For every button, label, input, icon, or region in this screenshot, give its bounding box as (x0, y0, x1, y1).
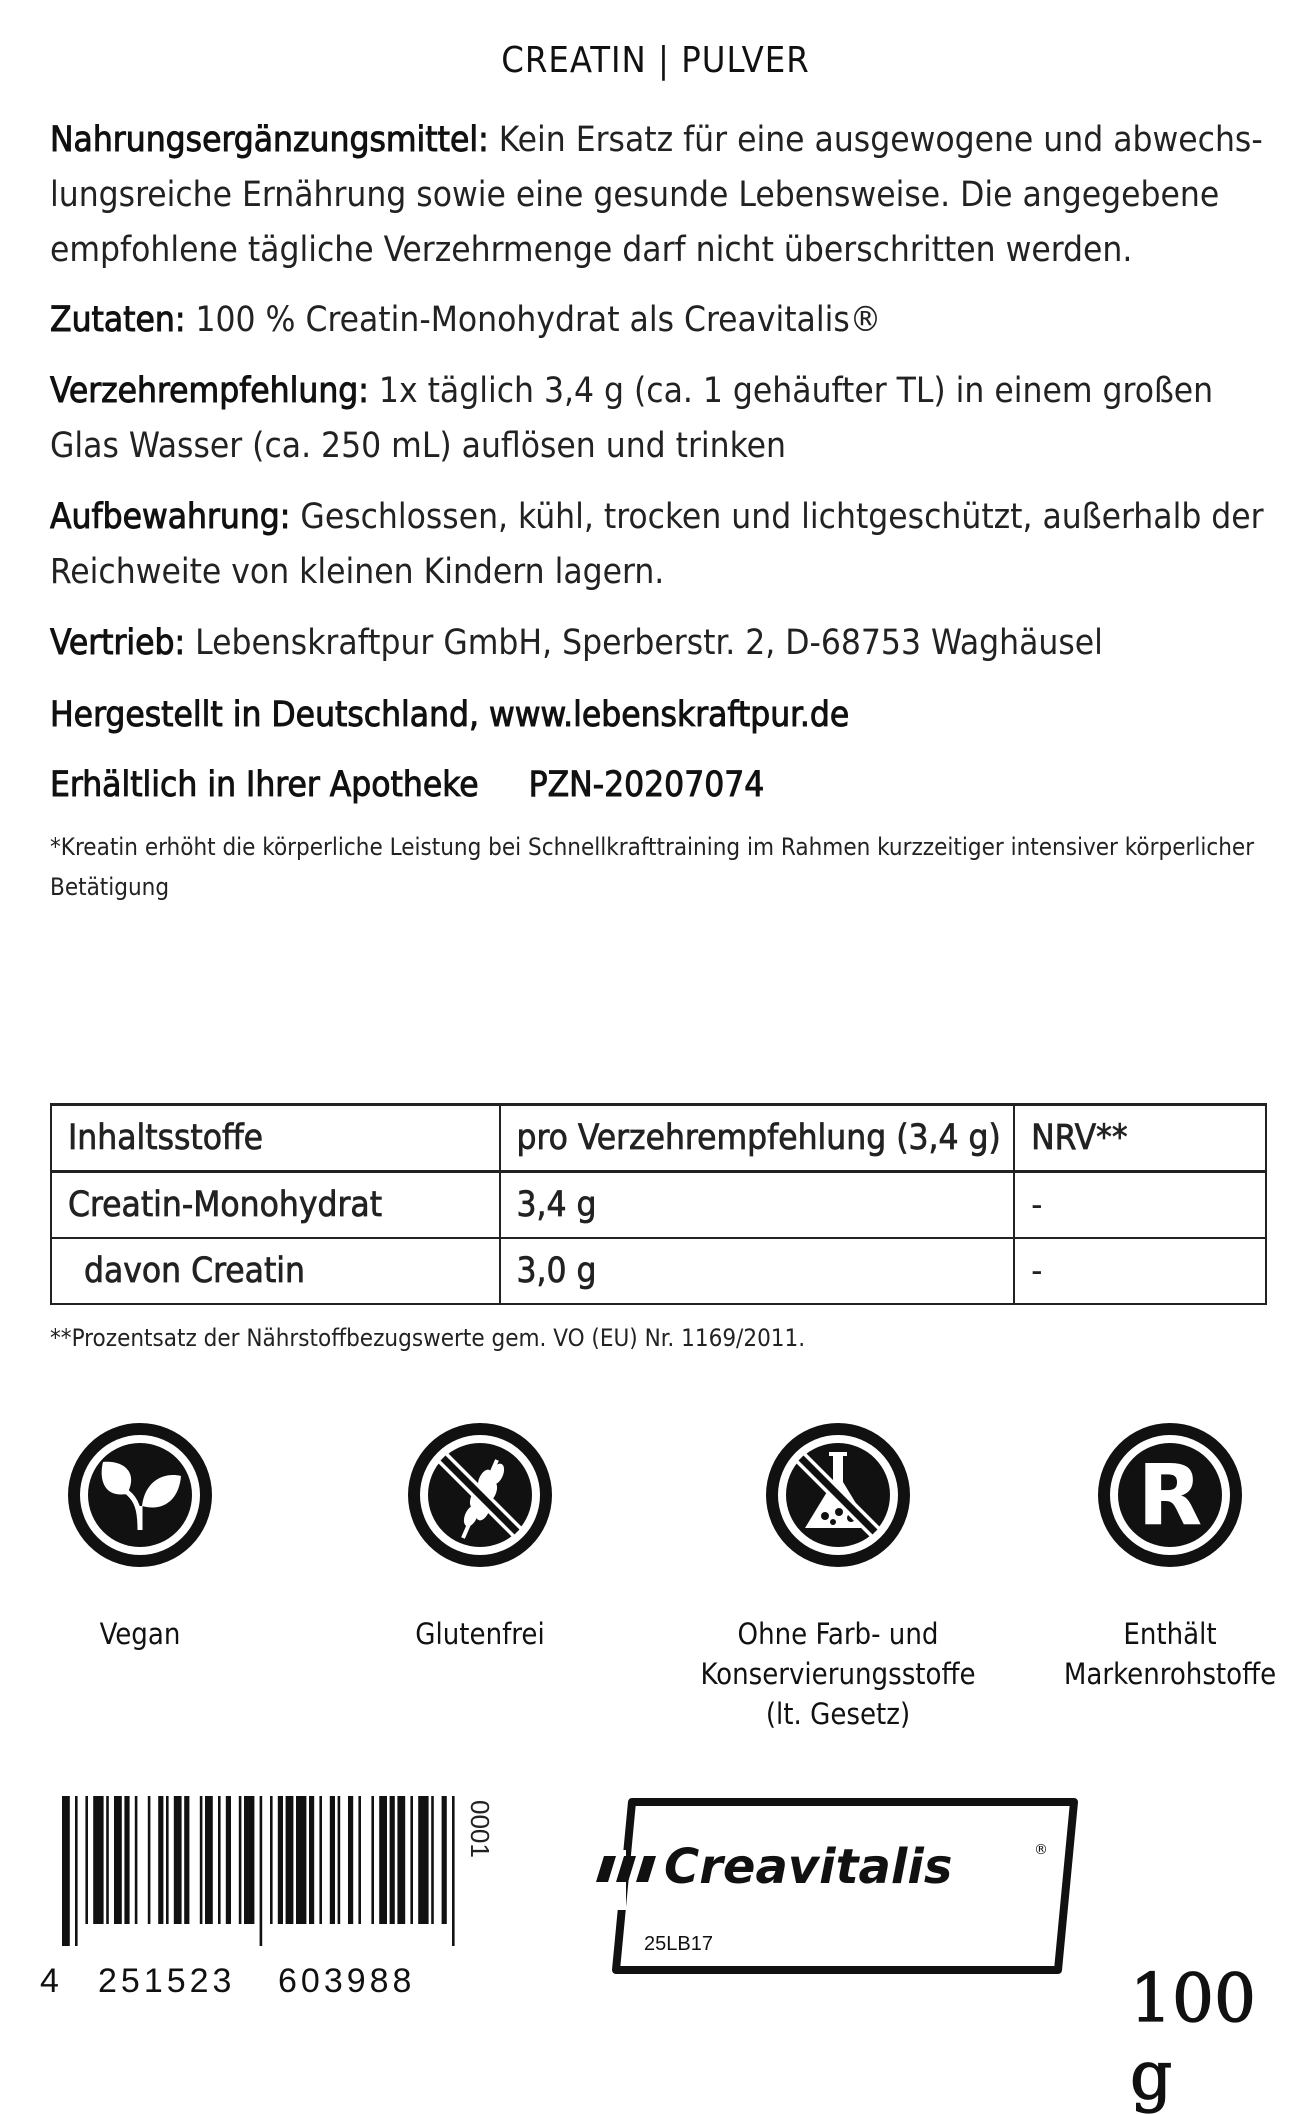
barcode-bar (205, 1796, 213, 1924)
zutaten-text: 100 % Creatin-Monohydrat als Creavitalis® (185, 300, 882, 340)
barcode-bar (338, 1796, 341, 1924)
barcode-bar (379, 1796, 387, 1924)
barcode-bar (358, 1796, 361, 1924)
barcode-bar (135, 1796, 138, 1924)
gluten-free-icon (405, 1420, 555, 1570)
vertrieb-label: Vertrieb: (50, 623, 186, 663)
erhaeltlich-line (50, 758, 1270, 813)
badge-label: Ohne Farb- und Konservierungsstoffe (lt. Gesetz) (700, 1617, 976, 1731)
barcode-bar (278, 1796, 283, 1924)
header-inhaltsstoffe: Inhaltsstoffe (51, 1105, 500, 1172)
table-row (51, 1172, 1266, 1239)
erhaeltlich-text: Erhältlich in Ihrer Apotheke (50, 765, 479, 805)
barcode-bar (239, 1796, 242, 1924)
badge-label: Enthält Markenrohstoffe (1063, 1617, 1277, 1691)
row-amount: 3,0 g (500, 1238, 1015, 1304)
barcode-side-number: 0001 (465, 1800, 495, 1858)
table-header-row (51, 1105, 1266, 1172)
barcode-bar (397, 1796, 405, 1924)
nahrung-label: Nahrungsergänzungsmittel: (50, 120, 489, 160)
barcode-bar (166, 1796, 169, 1924)
verzehr-label: Verzehrempfehlung: (50, 371, 369, 411)
hergestellt-text: Hergestellt in Deutschland, www.lebenskraftpur.de (50, 695, 850, 735)
badge-markenrohstoffe (1020, 1420, 1311, 1694)
barcode-bar (226, 1796, 231, 1924)
barcode-bar (174, 1796, 182, 1924)
barcode-first-digit: 4 (40, 1962, 59, 2000)
zutaten-section (50, 293, 1270, 348)
aufbewahrung-section (50, 490, 1270, 600)
barcode-bar (371, 1796, 374, 1924)
badge-label: Vegan (99, 1617, 181, 1651)
barcode-bar (218, 1796, 221, 1924)
logo-brand: Creavitalis (664, 1839, 953, 1895)
barcode-bar (309, 1796, 314, 1924)
badge-ohne-farbstoffe (688, 1420, 988, 1734)
net-weight: 100 g (1130, 1960, 1256, 2114)
nahrung-section (50, 113, 1270, 278)
barcode-bar (330, 1796, 335, 1924)
logo-code: 25LB17 (644, 1933, 713, 1955)
logo-registered: ® (1034, 1842, 1048, 1858)
barcode-bar (106, 1796, 109, 1924)
barcode-bar (158, 1796, 163, 1924)
barcode-bar (93, 1796, 103, 1924)
aufbewahrung-text: Geschlossen, kühl, trocken und lichtgeschützt, außerhalb der Reichweite von kleinen Kindern lagern. (50, 497, 1264, 592)
barcode-bar (431, 1796, 434, 1924)
barcode-bar (319, 1796, 322, 1924)
nahrung-text: Kein Ersatz für eine ausgewogene und abwechs-lungsreiche Ernährung sowie eine gesunde Lebensweise. Die angegebene empfohlene tägliche Verzehrmenge darf nicht überschritten werden. (50, 120, 1263, 270)
header-pro-verzehrempfehlung: pro Verzehrempfehlung (3,4 g) (500, 1105, 1015, 1172)
barcode-bar (124, 1796, 129, 1924)
svg-text:R: R (1137, 1446, 1203, 1544)
barcode-bar (184, 1796, 189, 1924)
registered-r-icon (1095, 1420, 1245, 1570)
barcode-bar (200, 1796, 203, 1924)
barcode-left-digits: 251523 (98, 1962, 236, 2000)
barcode-bar (410, 1796, 413, 1924)
barcode-bar (260, 1796, 263, 1946)
verzehr-section (50, 364, 1270, 474)
row-name: davon Creatin (51, 1238, 500, 1304)
aufbewahrung-label: Aufbewahrung: (50, 497, 291, 537)
header-nrv: NRV** (1014, 1105, 1266, 1172)
zutaten-label: Zutaten: (50, 300, 186, 340)
nutrition-table (50, 1103, 1267, 1305)
row-amount: 3,4 g (500, 1172, 1015, 1239)
product-title: CREATIN | PULVER (501, 40, 810, 81)
vertrieb-text: Lebenskraftpur GmbH, Sperberstr. 2, D-68753 Waghäusel (185, 623, 1103, 663)
creavitalis-logo (592, 1790, 1092, 1980)
vertrieb-section (50, 616, 1270, 671)
barcode-bar (85, 1796, 88, 1924)
barcode-bar (244, 1796, 254, 1924)
vegan-leaf-icon (65, 1420, 215, 1570)
barcode-bar (418, 1796, 428, 1924)
creatine-footnote: *Kreatin erhöht die körperliche Leistung bei Schnellkrafttraining im Rahmen kurzzeitiger intensiver körperlicher Betätigung (50, 833, 1255, 901)
row-nrv: - (1014, 1172, 1266, 1239)
barcode-bar (62, 1796, 70, 1946)
ean-barcode (62, 1796, 472, 1946)
barcode-bar (286, 1796, 294, 1924)
barcode-bar (452, 1796, 455, 1946)
barcode-bar (270, 1796, 273, 1924)
no-preservatives-icon (763, 1420, 913, 1570)
barcode-bar (390, 1796, 395, 1924)
verzehr-text: 1x täglich 3,4 g (ca. 1 gehäufter TL) in einem großen Glas Wasser (ca. 250 mL) auflösen und trinken (50, 371, 1214, 466)
barcode-bar (442, 1796, 447, 1924)
barcode-bar (75, 1796, 78, 1946)
barcode-bar (148, 1796, 151, 1924)
barcode-bar (296, 1796, 306, 1924)
barcode-right-digits: 603988 (278, 1962, 416, 2000)
row-nrv: - (1014, 1238, 1266, 1304)
row-name: Creatin-Monohydrat (51, 1172, 500, 1239)
badge-label: Glutenfrei (415, 1617, 545, 1651)
badge-vegan (0, 1420, 290, 1654)
nrv-footnote: **Prozentsatz der Nährstoffbezugswerte gem. VO (EU) Nr. 1169/2011. (50, 1324, 806, 1352)
pzn-code: PZN-20207074 (528, 765, 765, 805)
barcode-bar (114, 1796, 122, 1924)
badge-glutenfrei (330, 1420, 630, 1654)
barcode-bar (348, 1796, 353, 1924)
table-row (51, 1238, 1266, 1304)
